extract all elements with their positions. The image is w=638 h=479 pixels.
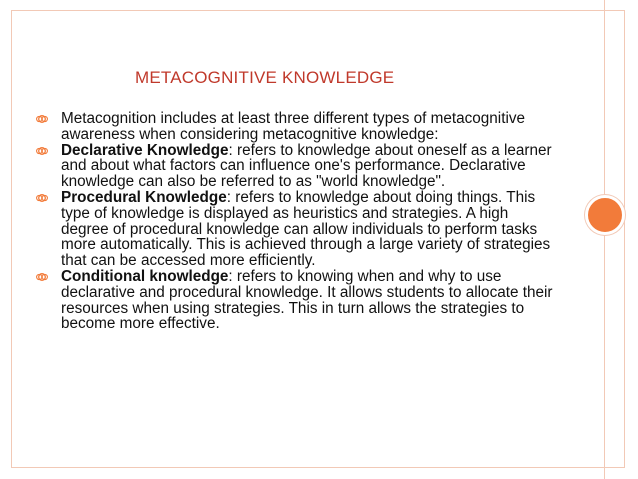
bullet-icon [36, 271, 48, 283]
bullet-bold: Conditional knowledge [61, 267, 229, 285]
bullet-text [61, 111, 556, 143]
frame-right-line [604, 0, 605, 479]
bullet-text [61, 143, 556, 190]
list-item [36, 111, 556, 143]
list-item [36, 269, 556, 332]
bullet-body: Metacognition includes at least three different types of metacognitive awareness when considering metacognitive knowledge: [61, 110, 525, 143]
bullet-icon [36, 192, 48, 204]
bullet-bold: Procedural Knowledge [61, 188, 227, 206]
bullet-body: : refers to knowing when and why to use declarative and procedural knowledge. It allows students to allocate their resources when using strategies. This in turn allows the strategies to become more effective. [61, 267, 553, 333]
bullet-icon [36, 113, 48, 125]
bullet-text [61, 269, 556, 332]
decorative-circle [585, 195, 625, 235]
slide-title: METACOGNITIVE KNOWLEDGE [135, 68, 395, 87]
bullet-body: : refers to knowledge about oneself as a learner and about what factors can influence one's performance. Declarative knowledge can also be referred to as "world knowledge". [61, 141, 552, 191]
bullet-bold: Declarative Knowledge [61, 141, 229, 159]
bullet-icon [36, 145, 48, 157]
bullet-body: : refers to knowledge about doing things. This type of knowledge is displayed as heuristics and strategies. A high degree of procedural knowledge can allow individuals to perform tasks more automatically. This is achieved through a large variety of strategies that can be accessed more efficiently. [61, 188, 551, 270]
bullet-text [61, 190, 556, 269]
list-item [36, 190, 556, 269]
bullet-list [36, 111, 556, 332]
list-item [36, 143, 556, 190]
